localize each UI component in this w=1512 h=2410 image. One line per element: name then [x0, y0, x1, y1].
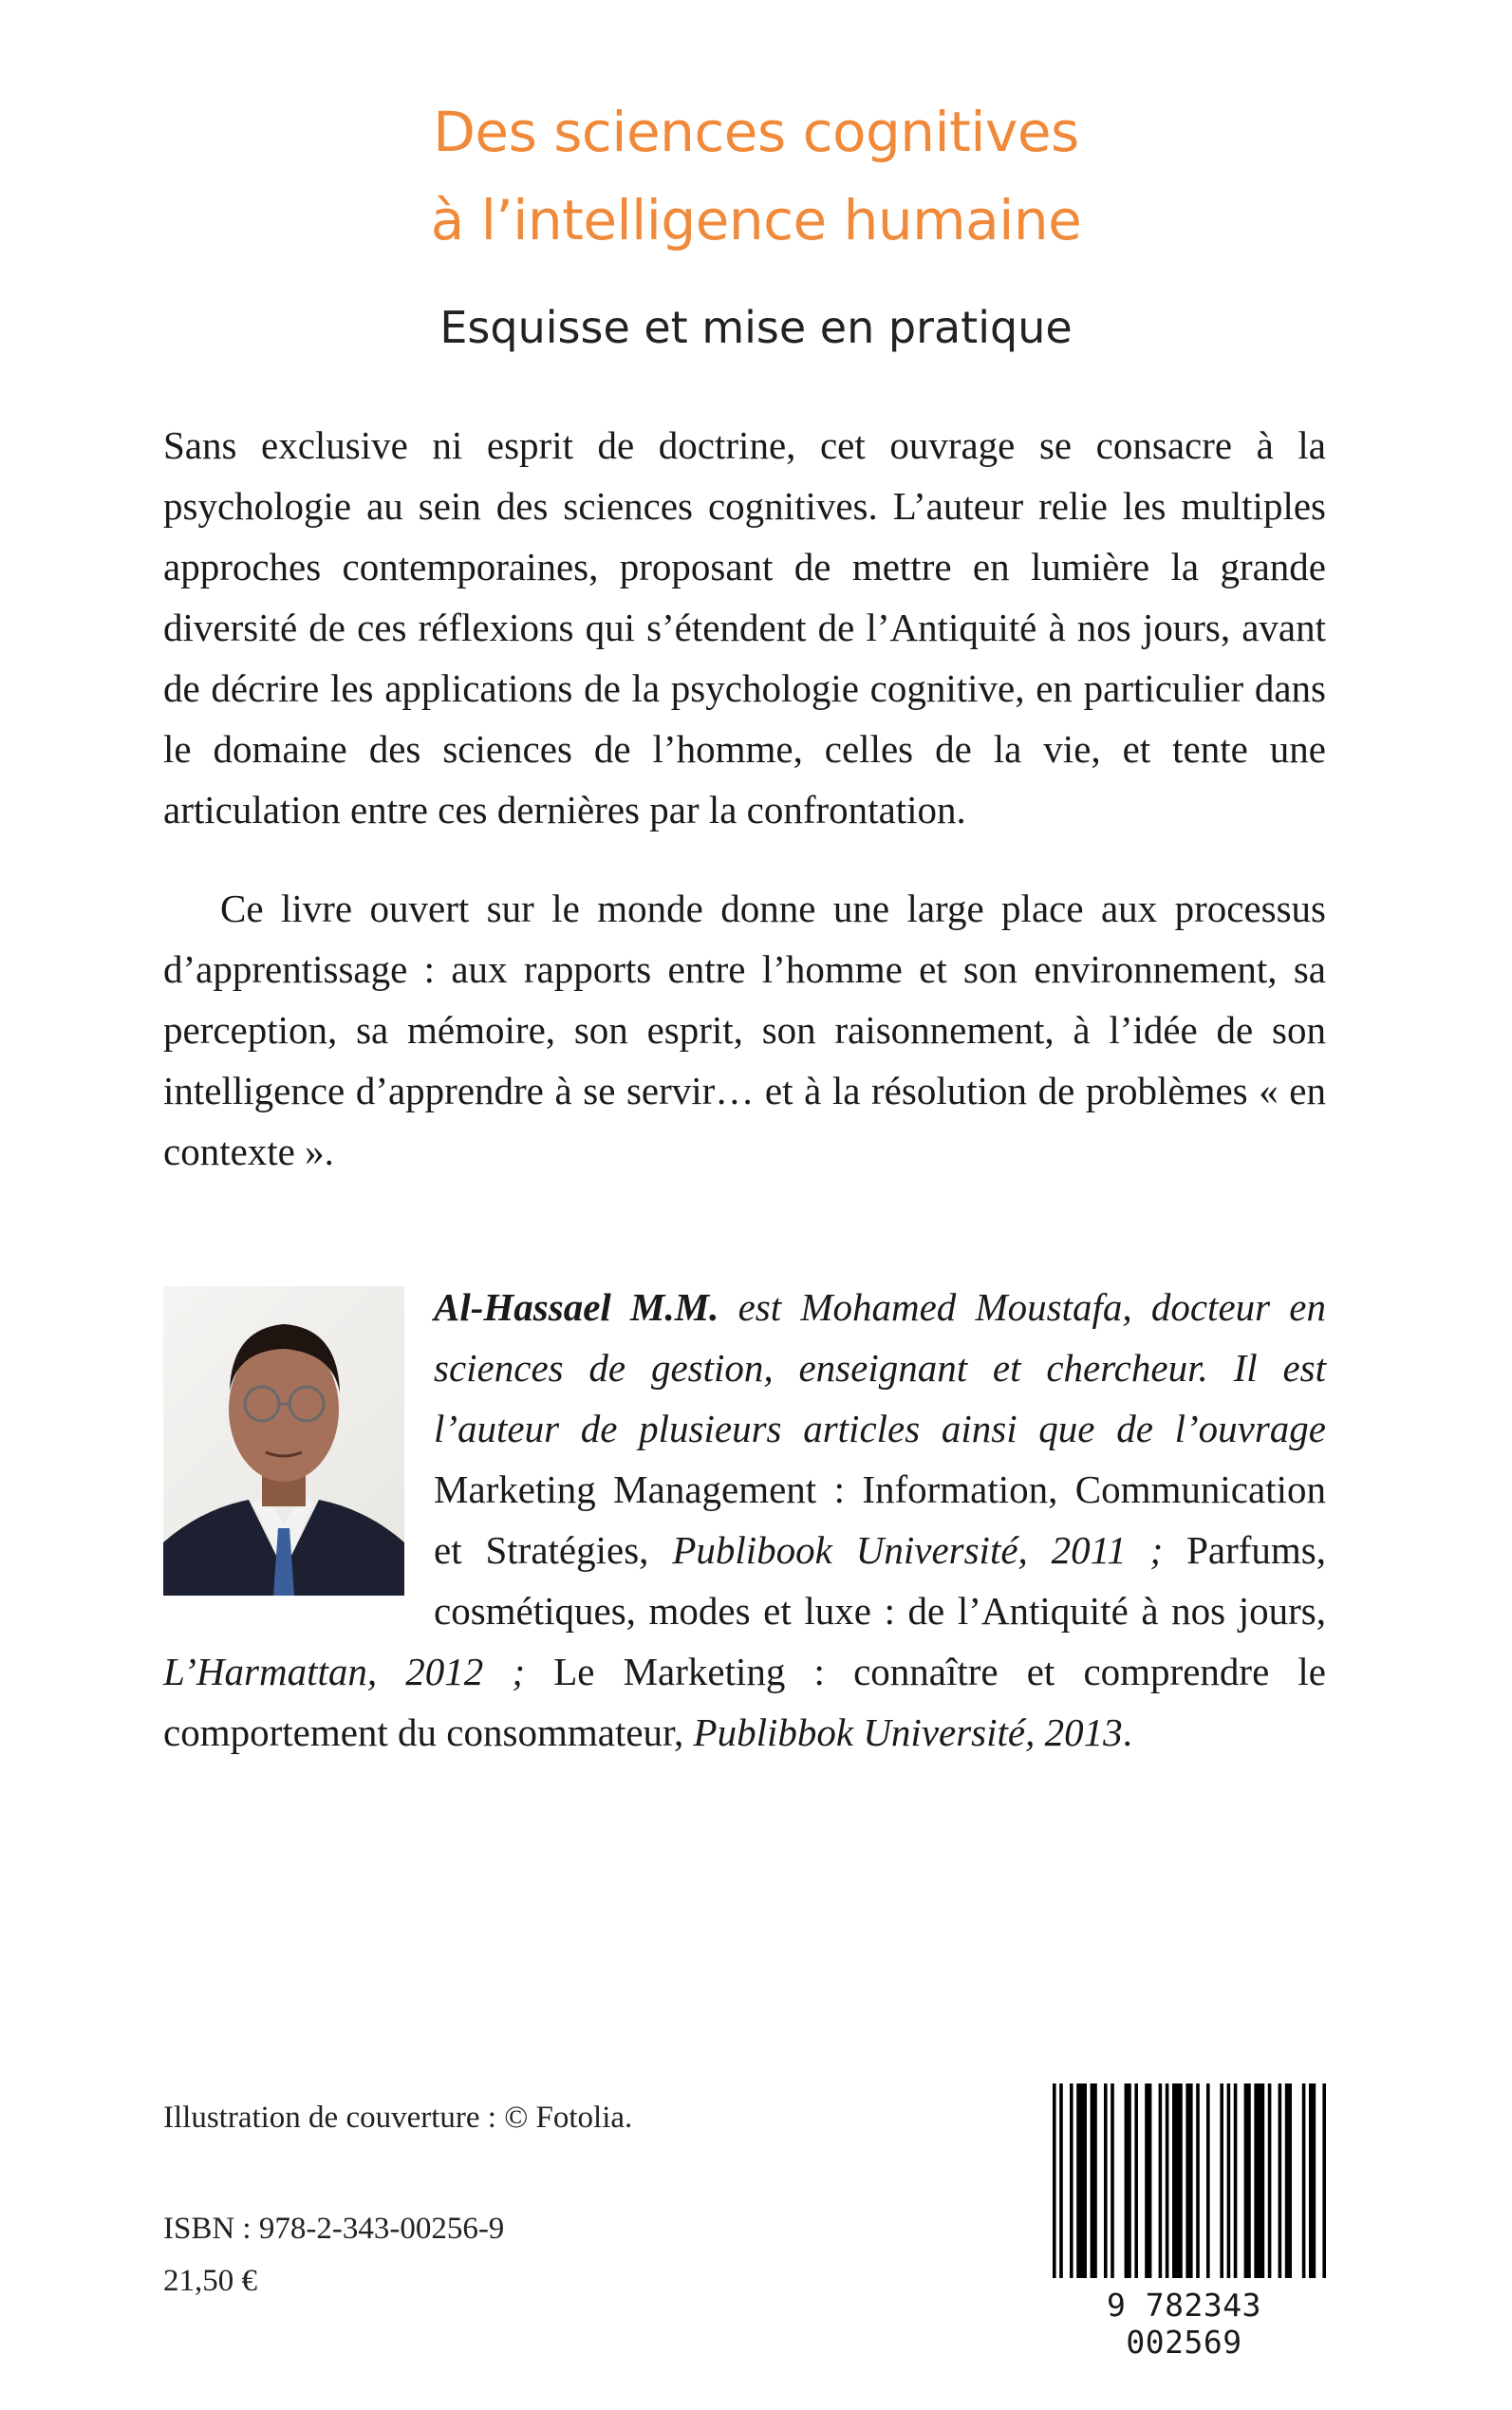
price: 21,50 €: [163, 2264, 257, 2298]
book-2-publisher: L’Harmattan, 2012 ;: [163, 1650, 526, 1693]
book-title-line-2: à l’intelligence humaine: [430, 188, 1082, 252]
barcode: [1039, 2083, 1329, 2361]
book-1-title: Marketing Management : Information, Communication et Stratégies,: [434, 1467, 1326, 1572]
barcode-number: 9 782343 002569: [1107, 2287, 1261, 2361]
summary-paragraph-1: Sans exclusive ni esprit de doctrine, cet ouvrage se consacre à la psychologie au sein des sciences cognitives. L’auteur relie les multiples approches contemporaines, proposant de mettre en lumière la grande diversité de ces réflexions qui s’étendent de l’Antiquité à nos jours, avant de décrire les applications de la psychologie cognitive, en particulier dans le domaine des sciences de l’homme, celles de la vie, et tente une articulation entre ces dernières par la confrontation.: [163, 423, 1326, 831]
summary-paragraph-2: Ce livre ouvert sur le monde donne une large place aux processus d’apprentissage : aux rapports entre l’homme et son environnement, sa perception, sa mémoire, son esprit, son raisonnement, à l’idée de son intelligence d’apprendre à se servir… et à la résolution de problèmes « en contexte ».: [163, 887, 1326, 1173]
isbn: ISBN : 978-2-343-00256-9: [163, 2212, 505, 2246]
author-name: Al-Hassael M.M.: [434, 1285, 719, 1329]
book-1-publisher: Publibook Université, 2011 ;: [648, 1528, 1164, 1572]
photo-spacer: [163, 1277, 434, 1590]
author-bio: [163, 1277, 1326, 1763]
book-3-title: Le Marketing : connaître et comprendre le comportement du consommateur,: [163, 1650, 1326, 1754]
author-intro: est Mohamed Moustafa, docteur en sciences de gestion, enseignant et chercheur. Il est l’auteur de plusieurs articles ainsi que de l’ouvrage: [434, 1285, 1326, 1450]
book-subtitle: Esquisse et mise en pratique: [439, 302, 1073, 353]
bio-end: .: [1122, 1710, 1132, 1754]
book-title-line-1: Des sciences cognitives: [433, 100, 1079, 164]
illustration-credit: Illustration de couverture : © Fotolia.: [163, 2101, 633, 2135]
book-3-publisher: Publibbok Université, 2013: [683, 1710, 1123, 1754]
book-2-title: Parfums, cosmétiques, modes et luxe : de l’Antiquité à nos jours,: [434, 1528, 1326, 1633]
